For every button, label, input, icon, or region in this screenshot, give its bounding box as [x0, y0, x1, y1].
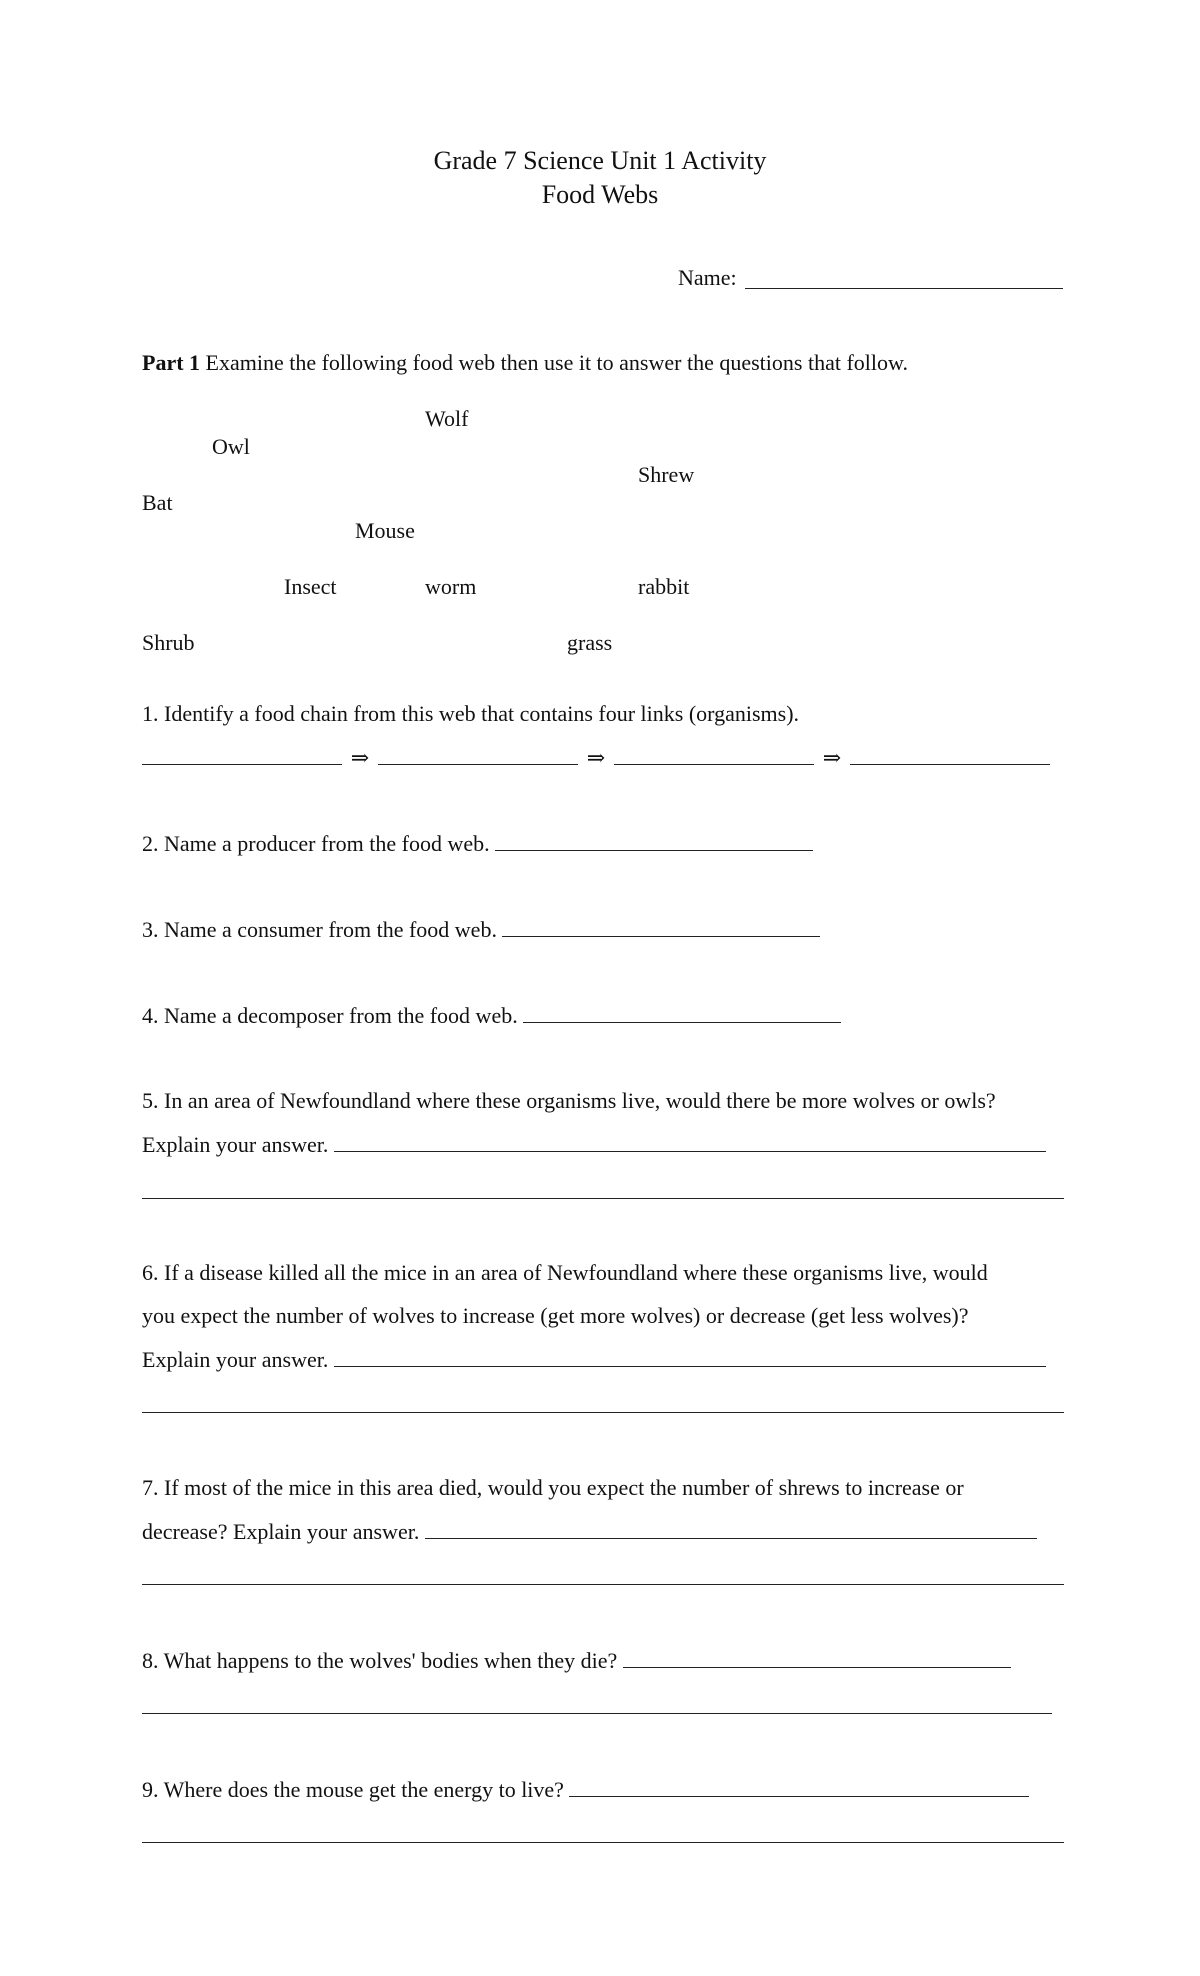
food-chain-row: [142, 746, 1050, 769]
organism-shrew: Shrew: [638, 462, 695, 487]
organism-bat: Bat: [142, 490, 173, 515]
food-chain-blank-2[interactable]: [378, 746, 578, 765]
organism-worm: worm: [425, 574, 477, 599]
arrow-icon: ⇒: [822, 745, 842, 770]
organism-wolf: Wolf: [425, 406, 469, 431]
organism-mouse: Mouse: [355, 518, 415, 543]
answer-7-line[interactable]: [142, 1584, 1064, 1585]
organism-grass: grass: [567, 630, 613, 655]
answer-7-blank[interactable]: [425, 1520, 1037, 1539]
question-8-text: 8. What happens to the wolves' bodies when they die?: [142, 1648, 618, 1673]
question-7-line-2: [142, 1520, 1037, 1543]
question-6-line-1: 6. If a disease killed all the mice in an area of Newfoundland where these organisms live, would: [142, 1260, 988, 1285]
part1-text: Examine the following food web then use it to answer the questions that follow.: [205, 350, 908, 375]
answer-2-blank[interactable]: [495, 832, 813, 851]
food-chain-blank-1[interactable]: [142, 746, 342, 765]
question-6-line-3: [142, 1348, 1046, 1371]
arrow-icon: ⇒: [586, 745, 606, 770]
question-5-explain: Explain your answer.: [142, 1132, 329, 1157]
question-7-line-1: 7. If most of the mice in this area died, would you expect the number of shrews to increase or: [142, 1475, 964, 1500]
question-2-text: 2. Name a producer from the food web.: [142, 831, 490, 856]
part1-label: Part 1: [142, 350, 201, 375]
arrow-icon: ⇒: [350, 745, 370, 770]
page-subtitle: Food Webs: [541, 180, 659, 209]
organism-shrub: Shrub: [142, 630, 195, 655]
organism-insect: Insect: [284, 574, 337, 599]
question-3: [142, 918, 820, 941]
question-6-explain: Explain your answer.: [142, 1347, 329, 1372]
question-4-text: 4. Name a decomposer from the food web.: [142, 1003, 518, 1028]
question-4: [142, 1004, 841, 1027]
question-6-line-2: you expect the number of wolves to increase (get more wolves) or decrease (get less wolves)?: [142, 1303, 969, 1328]
question-9-text: 9. Where does the mouse get the energy to live?: [142, 1777, 564, 1802]
question-3-text: 3. Name a consumer from the food web.: [142, 917, 497, 942]
answer-5-blank[interactable]: [334, 1133, 1046, 1152]
name-field[interactable]: [745, 288, 1063, 289]
answer-8-blank[interactable]: [623, 1649, 1011, 1668]
answer-5-line[interactable]: [142, 1198, 1064, 1199]
question-5-line-1: 5. In an area of Newfoundland where these organisms live, would there be more wolves or owls?: [142, 1088, 996, 1113]
answer-9-blank[interactable]: [569, 1778, 1029, 1797]
question-2: [142, 832, 813, 855]
answer-6-line[interactable]: [142, 1412, 1064, 1413]
question-7-explain: decrease? Explain your answer.: [142, 1519, 420, 1544]
food-chain-blank-4[interactable]: [850, 746, 1050, 765]
answer-4-blank[interactable]: [523, 1004, 841, 1023]
question-9: [142, 1778, 1029, 1801]
answer-9-line[interactable]: [142, 1842, 1064, 1843]
organism-rabbit: rabbit: [638, 574, 690, 599]
food-chain-blank-3[interactable]: [614, 746, 814, 765]
question-8: [142, 1649, 1011, 1672]
part1-instruction: [142, 352, 908, 374]
organism-owl: Owl: [212, 434, 250, 459]
question-5-line-2: [142, 1133, 1046, 1156]
answer-6-blank[interactable]: [334, 1348, 1046, 1367]
answer-3-blank[interactable]: [502, 918, 820, 937]
page-title: Grade 7 Science Unit 1 Activity: [433, 146, 767, 175]
answer-8-line[interactable]: [142, 1713, 1052, 1714]
name-label: Name:: [678, 265, 737, 290]
question-1: 1. Identify a food chain from this web that contains four links (organisms).: [142, 701, 800, 726]
